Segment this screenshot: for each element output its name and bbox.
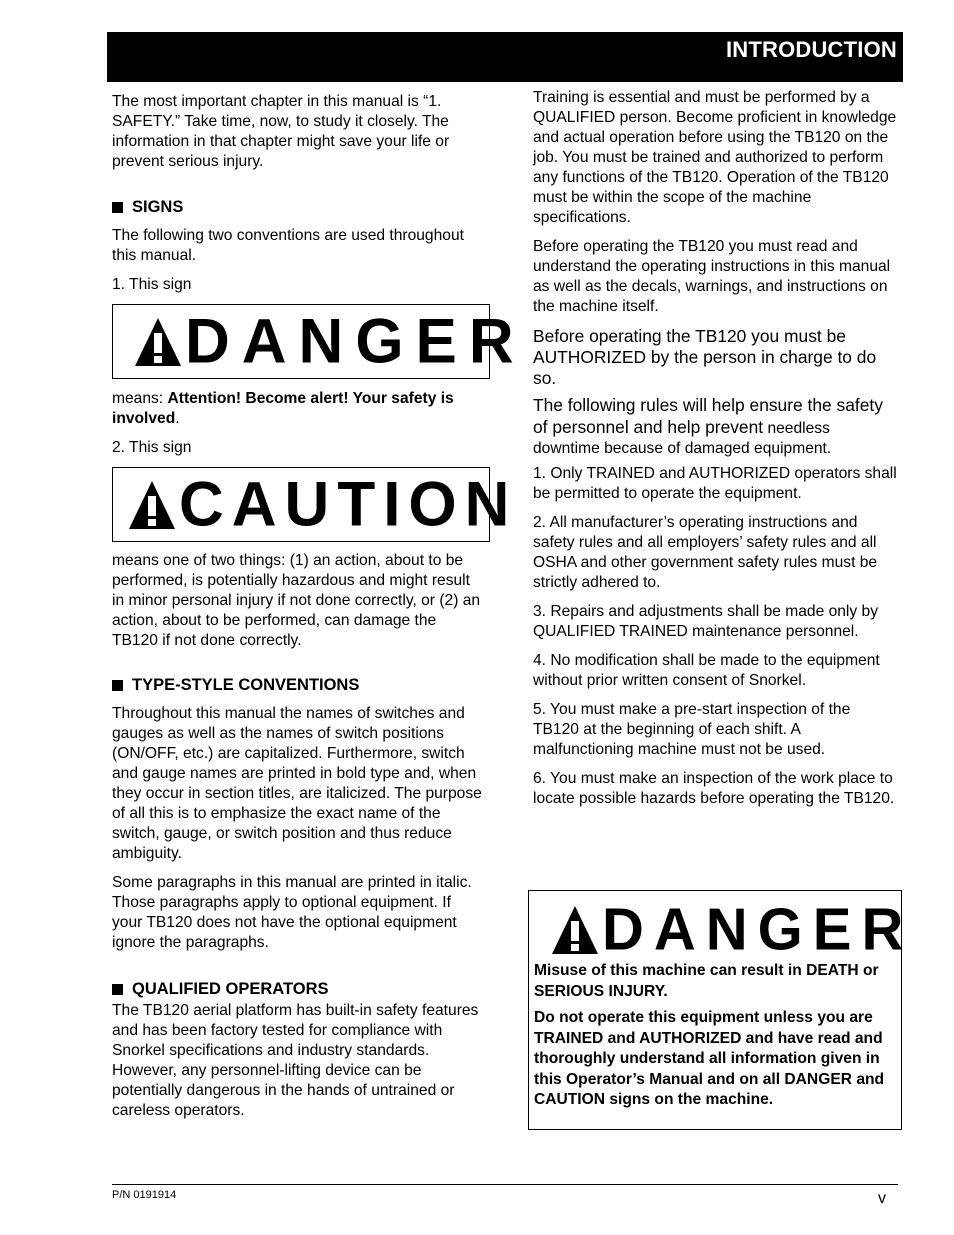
section-heading-signs [112,197,484,217]
section-heading-type-style [112,675,484,695]
meaning-suffix: . [175,410,180,427]
left-column [112,92,526,1130]
heading-text: TYPE-STYLE CONVENTIONS [132,676,360,694]
qualified-operators-paragraph: The TB120 aerial platform has built-in safety features and has been factory tested for compliance with Snorkel specifications and industry standards. However, any personnel-lifting device can be potentially dangerous in the hands of untrained or careless operators. [112,1002,479,1119]
header-bar [107,32,903,82]
caution-sign-word: CAUTION [179,468,518,540]
section-heading-qualified-operators [112,979,484,999]
danger-sign-word: DANGER [185,305,526,377]
right-column [533,88,899,818]
rules-intro-paragraph [533,395,899,459]
rule-5: 5. You must make a pre-start inspection of the TB120 at the beginning of each shift. A malfunctioning machine must not be used. [533,701,851,758]
rule-4: 4. No modification shall be made to the equipment without prior written consent of Snorkel. [533,652,880,689]
part-number: P/N 0191914 [112,1189,177,1201]
square-bullet-icon [112,202,123,213]
caution-sign [112,467,518,542]
danger-sign-word: DANGER [602,896,914,963]
warning-triangle-icon [133,316,183,368]
type-style-paragraph-1: Throughout this manual the names of switches and gauges as well as the names of switch positions (ON/OFF, etc.) are capitalized. Furthermore, switch and gauge names are printed in bold type and, when they occur in section titles, are italicized. The purpose of all this is to emphasize the exact name of the switch, gauge, or switch position and thus reduce ambiguity. [112,705,482,862]
training-paragraph: Training is essential and must be performed by a QUALIFIED person. Become proficient in knowledge and actual operation before using the TB120 on the job. You must be trained and authorized to perform any functions of the TB120. Operation of the TB120 must be within the scope of the machine specifications. [533,89,897,226]
rule-6: 6. You must make an inspection of the work place to locate possible hazards before operating the TB120. [533,770,895,807]
danger-text-1: Misuse of this machine can result in DEATH or SERIOUS INJURY. [534,962,879,1000]
authorized-paragraph: Before operating the TB120 you must be AUTHORIZED by the person in charge to do so. [533,326,877,388]
warning-triangle-icon [127,479,177,531]
rule-3: 3. Repairs and adjustments shall be made only by QUALIFIED TRAINED maintenance personnel. [533,603,878,640]
sign2-meaning: means one of two things: (1) an action, about to be performed, is potentially hazardous and might result in minor personal injury if not done correctly, or (2) an action, about to be performed, can damage the TB120 if not done correctly. [112,552,481,649]
page-number: v [878,1190,886,1207]
meaning-prefix: means: [112,390,168,407]
sign1-label: 1. This sign [112,276,192,293]
signs-paragraph: The following two conventions are used throughout this manual. [112,227,464,264]
danger-text-2: Do not operate this equipment unless you are TRAINED and AUTHORIZED and have read and thoroughly understand all information given in this Operator’s Manual and on all DANGER and CAUTION signs on the machine. [534,1009,885,1108]
heading-text: QUALIFIED OPERATORS [132,980,329,998]
type-style-paragraph-2: Some paragraphs in this manual are printed in italic. Those paragraphs apply to optional equipment. If your TB120 does not have the optional equipment ignore the paragraphs. [112,874,472,951]
footer-divider [112,1184,898,1185]
danger-warning-box [528,890,914,1130]
warning-triangle-icon [550,904,600,956]
square-bullet-icon [112,680,123,691]
rules-intro-rest: needless downtime because of damaged equipment. [533,420,832,457]
intro-paragraph: The most important chapter in this manual is “1. SAFETY.” Take time, now, to study it closely. The information in that chapter might save your life or prevent serious injury. [112,93,450,170]
danger-sign [112,304,526,379]
meaning-bold: Attention! Become alert! Your safety is involved [112,390,454,427]
sign1-meaning [112,389,484,429]
rules-intro-large: The following rules will help ensure the safety of personnel and help prevent [533,395,883,437]
square-bullet-icon [112,984,123,995]
sign2-label: 2. This sign [112,439,192,456]
rule-2: 2. All manufacturer’s operating instructions and safety rules and all employers’ safety rules and all OSHA and other government safety rules must be strictly adhered to. [533,514,878,591]
heading-text: SIGNS [132,198,184,216]
rule-1: 1. Only TRAINED and AUTHORIZED operators shall be permitted to operate the equipment. [533,465,897,502]
read-instructions-paragraph: Before operating the TB120 you must read and understand the operating instructions in this manual as well as the decals, warnings, and instructions on the machine itself. [533,238,891,315]
page-title: INTRODUCTION [725,37,897,62]
danger-sign [550,896,914,963]
